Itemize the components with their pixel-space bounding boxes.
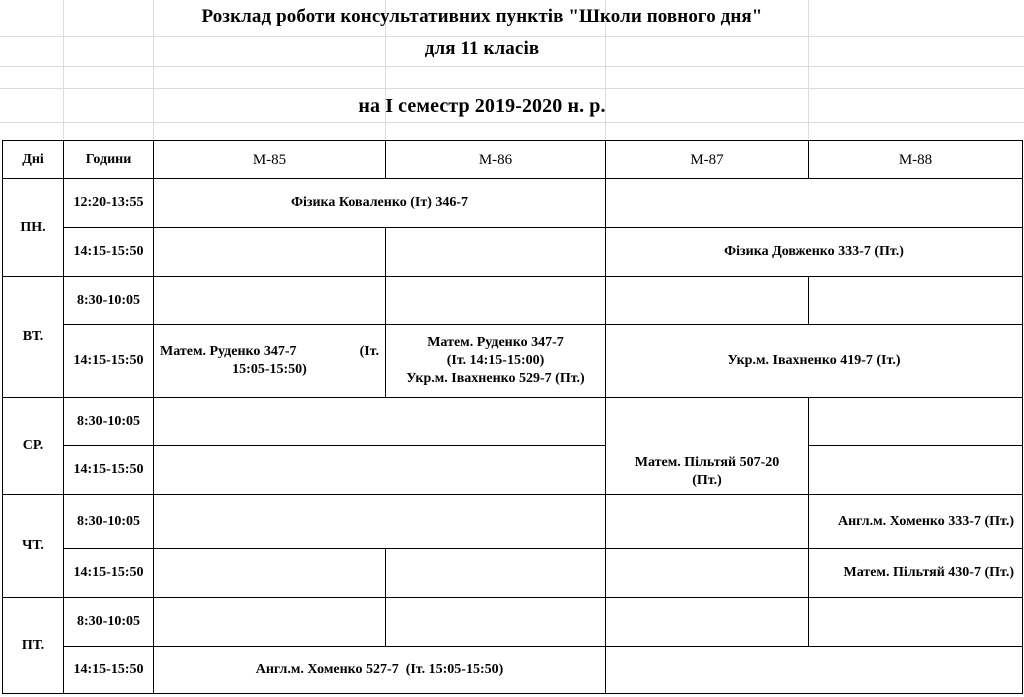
header-class-m85: М-85: [154, 141, 386, 179]
day-friday: ПТ.: [3, 598, 64, 694]
empty-cell: [606, 598, 809, 647]
empty-cell: [386, 549, 606, 598]
empty-cell: [154, 228, 386, 277]
day-wednesday: СР.: [3, 398, 64, 495]
lesson-cell: [154, 325, 386, 398]
empty-cell: [606, 179, 1023, 228]
table-row: [3, 325, 1023, 398]
table-row: [3, 495, 1023, 549]
header-hours: Години: [64, 141, 154, 179]
empty-cell: [386, 277, 606, 325]
time-cell: 14:15-15:50: [64, 549, 154, 598]
lesson-cell: Матем. Пільтяй 430-7 (Пт.): [809, 549, 1023, 598]
table-row: [3, 277, 1023, 325]
time-cell: 14:15-15:50: [64, 446, 154, 495]
empty-cell: [809, 277, 1023, 325]
lesson-text: (Іт. 14:15-15:00): [446, 353, 545, 368]
lesson-text: (Іт.: [359, 344, 379, 359]
empty-cell: [154, 277, 386, 325]
time-cell: 14:15-15:50: [64, 325, 154, 398]
day-tuesday: ВТ.: [3, 277, 64, 398]
empty-cell: [809, 446, 1023, 495]
header-class-m86: М-86: [386, 141, 606, 179]
empty-cell: [154, 549, 386, 598]
lesson-cell: Англ.м. Хоменко 333-7 (Пт.): [809, 495, 1023, 549]
header-days: Дні: [3, 141, 64, 179]
empty-cell: [606, 647, 1023, 694]
time-cell: 8:30-10:05: [64, 277, 154, 325]
empty-cell: [809, 598, 1023, 647]
lesson-text: 15:05-15:50): [232, 362, 307, 377]
empty-cell: [154, 598, 386, 647]
header-row: [3, 141, 1023, 179]
table-row: [3, 228, 1023, 277]
empty-cell: [386, 598, 606, 647]
title-line-2: для 11 класів: [424, 38, 540, 59]
header-class-m87: М-87: [606, 141, 809, 179]
header-class-m88: М-88: [809, 141, 1023, 179]
time-cell: 14:15-15:50: [64, 228, 154, 277]
empty-cell: [154, 446, 606, 495]
time-cell: 8:30-10:05: [64, 495, 154, 549]
lesson-cell: Фізика Коваленко (Іт) 346-7: [154, 179, 606, 228]
lesson-cell: [606, 398, 809, 495]
time-cell: 12:20-13:55: [64, 179, 154, 228]
lesson-text: Матем. Пільтяй 507-20: [634, 455, 780, 470]
table-row: [3, 398, 1023, 446]
lesson-cell: Фізика Довженко 333-7 (Пт.): [606, 228, 1023, 277]
lesson-text: (Пт.): [692, 473, 722, 488]
lesson-text: Матем. Руденко 347-7: [160, 344, 297, 359]
empty-cell: [154, 495, 606, 549]
table-row: [3, 179, 1023, 228]
empty-cell: [606, 549, 809, 598]
time-cell: 8:30-10:05: [64, 598, 154, 647]
table-row: [3, 647, 1023, 694]
lesson-text: Матем. Руденко 347-7: [427, 335, 564, 350]
lesson-cell: Укр.м. Івахненко 419-7 (Іт.): [606, 325, 1023, 398]
empty-cell: [606, 277, 809, 325]
title-line-3: на І семестр 2019-2020 н. р.: [358, 95, 606, 117]
empty-cell: [606, 495, 809, 549]
lesson-cell: Англ.м. Хоменко 527-7 (Іт. 15:05-15:50): [154, 647, 606, 694]
lesson-cell: [386, 325, 606, 398]
lesson-text: Укр.м. Івахненко 529-7 (Пт.): [406, 371, 585, 386]
title-line-1: Розклад роботи консультативних пунктів "Школи повного дня": [201, 6, 763, 27]
time-cell: 14:15-15:50: [64, 647, 154, 694]
schedule-table: [2, 140, 1023, 694]
table-row: [3, 446, 1023, 495]
table-row: [3, 549, 1023, 598]
time-cell: 8:30-10:05: [64, 398, 154, 446]
day-monday: ПН.: [3, 179, 64, 277]
empty-cell: [154, 398, 606, 446]
empty-cell: [386, 228, 606, 277]
table-row: [3, 598, 1023, 647]
empty-cell: [809, 398, 1023, 446]
day-thursday: ЧТ.: [3, 495, 64, 598]
